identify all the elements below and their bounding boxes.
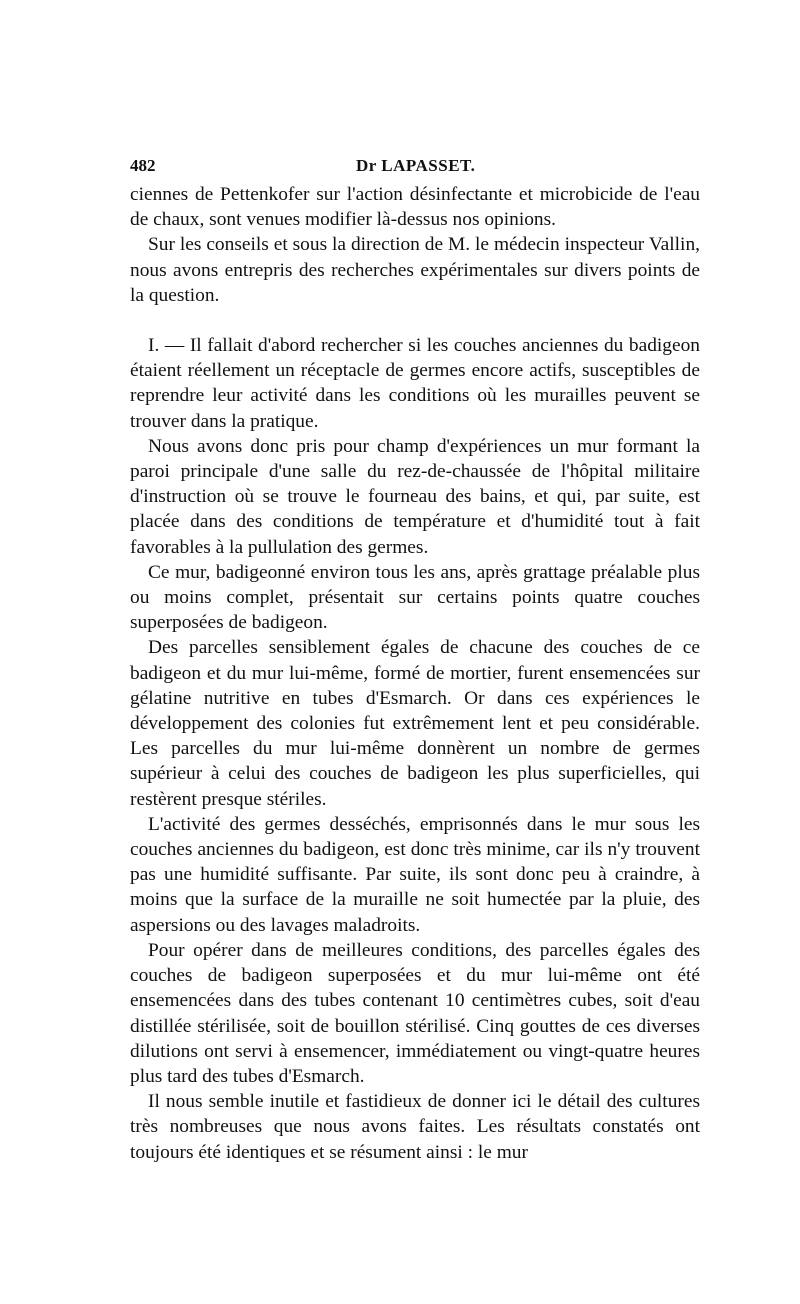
paragraph: Il nous semble inutile et fastidieux de donner ici le détail des cultures très nombreuses que nous avons faites. Les résultats constatés ont toujours été identiques et se résument ainsi : le mur <box>130 1091 700 1163</box>
running-header <box>130 152 700 182</box>
paragraph: Sur les conseils et sous la direction de M. le médecin inspecteur Vallin, nous avons entrepris des recherches expérimentales sur divers points de la question. <box>130 234 700 306</box>
section-one-paragraph: I. — Il fallait d'abord rechercher si les couches anciennes du badigeon étaient réellement un réceptacle de germes encore actifs, susceptibles de reprendre leur activité dans les conditions où les murailles peuvent se trouver dans la pratique. <box>130 335 700 432</box>
page-number: 482 <box>130 156 156 175</box>
paragraph: Nous avons donc pris pour champ d'expériences un mur formant la paroi principale d'une salle du rez-de-chaussée de l'hôpital militaire d'instruction où se trouve le fourneau des bains, et qui, par suite, est placée dans des conditions de température et d'humidité tout à fait favorables à la pullulation des germes. <box>130 435 700 558</box>
paragraph: Des parcelles sensiblement égales de chacune des couches de ce badigeon et du mur lui-même, formé de mortier, furent ensemencées sur gélatine nutritive en tubes d'Esmarch. Or dans ces expériences le développement des colonies fut extrêmement lent et peu considérable. Les parcelles du mur lui-même donnèrent un nombre de germes supérieur à celui des couches de badigeon les plus superficielles, qui restèrent presque stériles. <box>130 637 700 810</box>
paragraph-continuation: ciennes de Pettenkofer sur l'action désinfectante et microbicide de l'eau de chaux, sont venues modifier là-dessus nos opinions. <box>130 184 700 231</box>
running-title: Dr LAPASSET. <box>356 156 476 175</box>
paragraph: L'activité des germes desséchés, emprisonnés dans le mur sous les couches anciennes du badigeon, est donc très minime, car ils n'y trouvent pas une humidité suffisante. Par suite, ils sont donc peu à craindre, à moins que la surface de la muraille ne soit humectée par la pluie, des aspersions ou des lavages maladroits. <box>130 813 700 936</box>
document-page <box>130 152 700 1165</box>
paragraph: Pour opérer dans de meilleures conditions, des parcelles égales des couches de badigeon superposées et du mur lui-même ont été ensemencées dans des tubes contenant 10 centimètres cubes, soit d'eau distillée stérilisée, soit de bouillon stérilisé. Cinq gouttes de ces diverses dilutions ont servi à ensemencer, immédiatement ou vingt-quatre heures plus tard des tubes d'Esmarch. <box>130 939 700 1087</box>
body-text <box>130 182 700 1165</box>
paragraph: Ce mur, badigeonné environ tous les ans, après grattage préalable plus ou moins complet, présentait sur certains points quatre couches superposées de badigeon. <box>130 561 700 634</box>
